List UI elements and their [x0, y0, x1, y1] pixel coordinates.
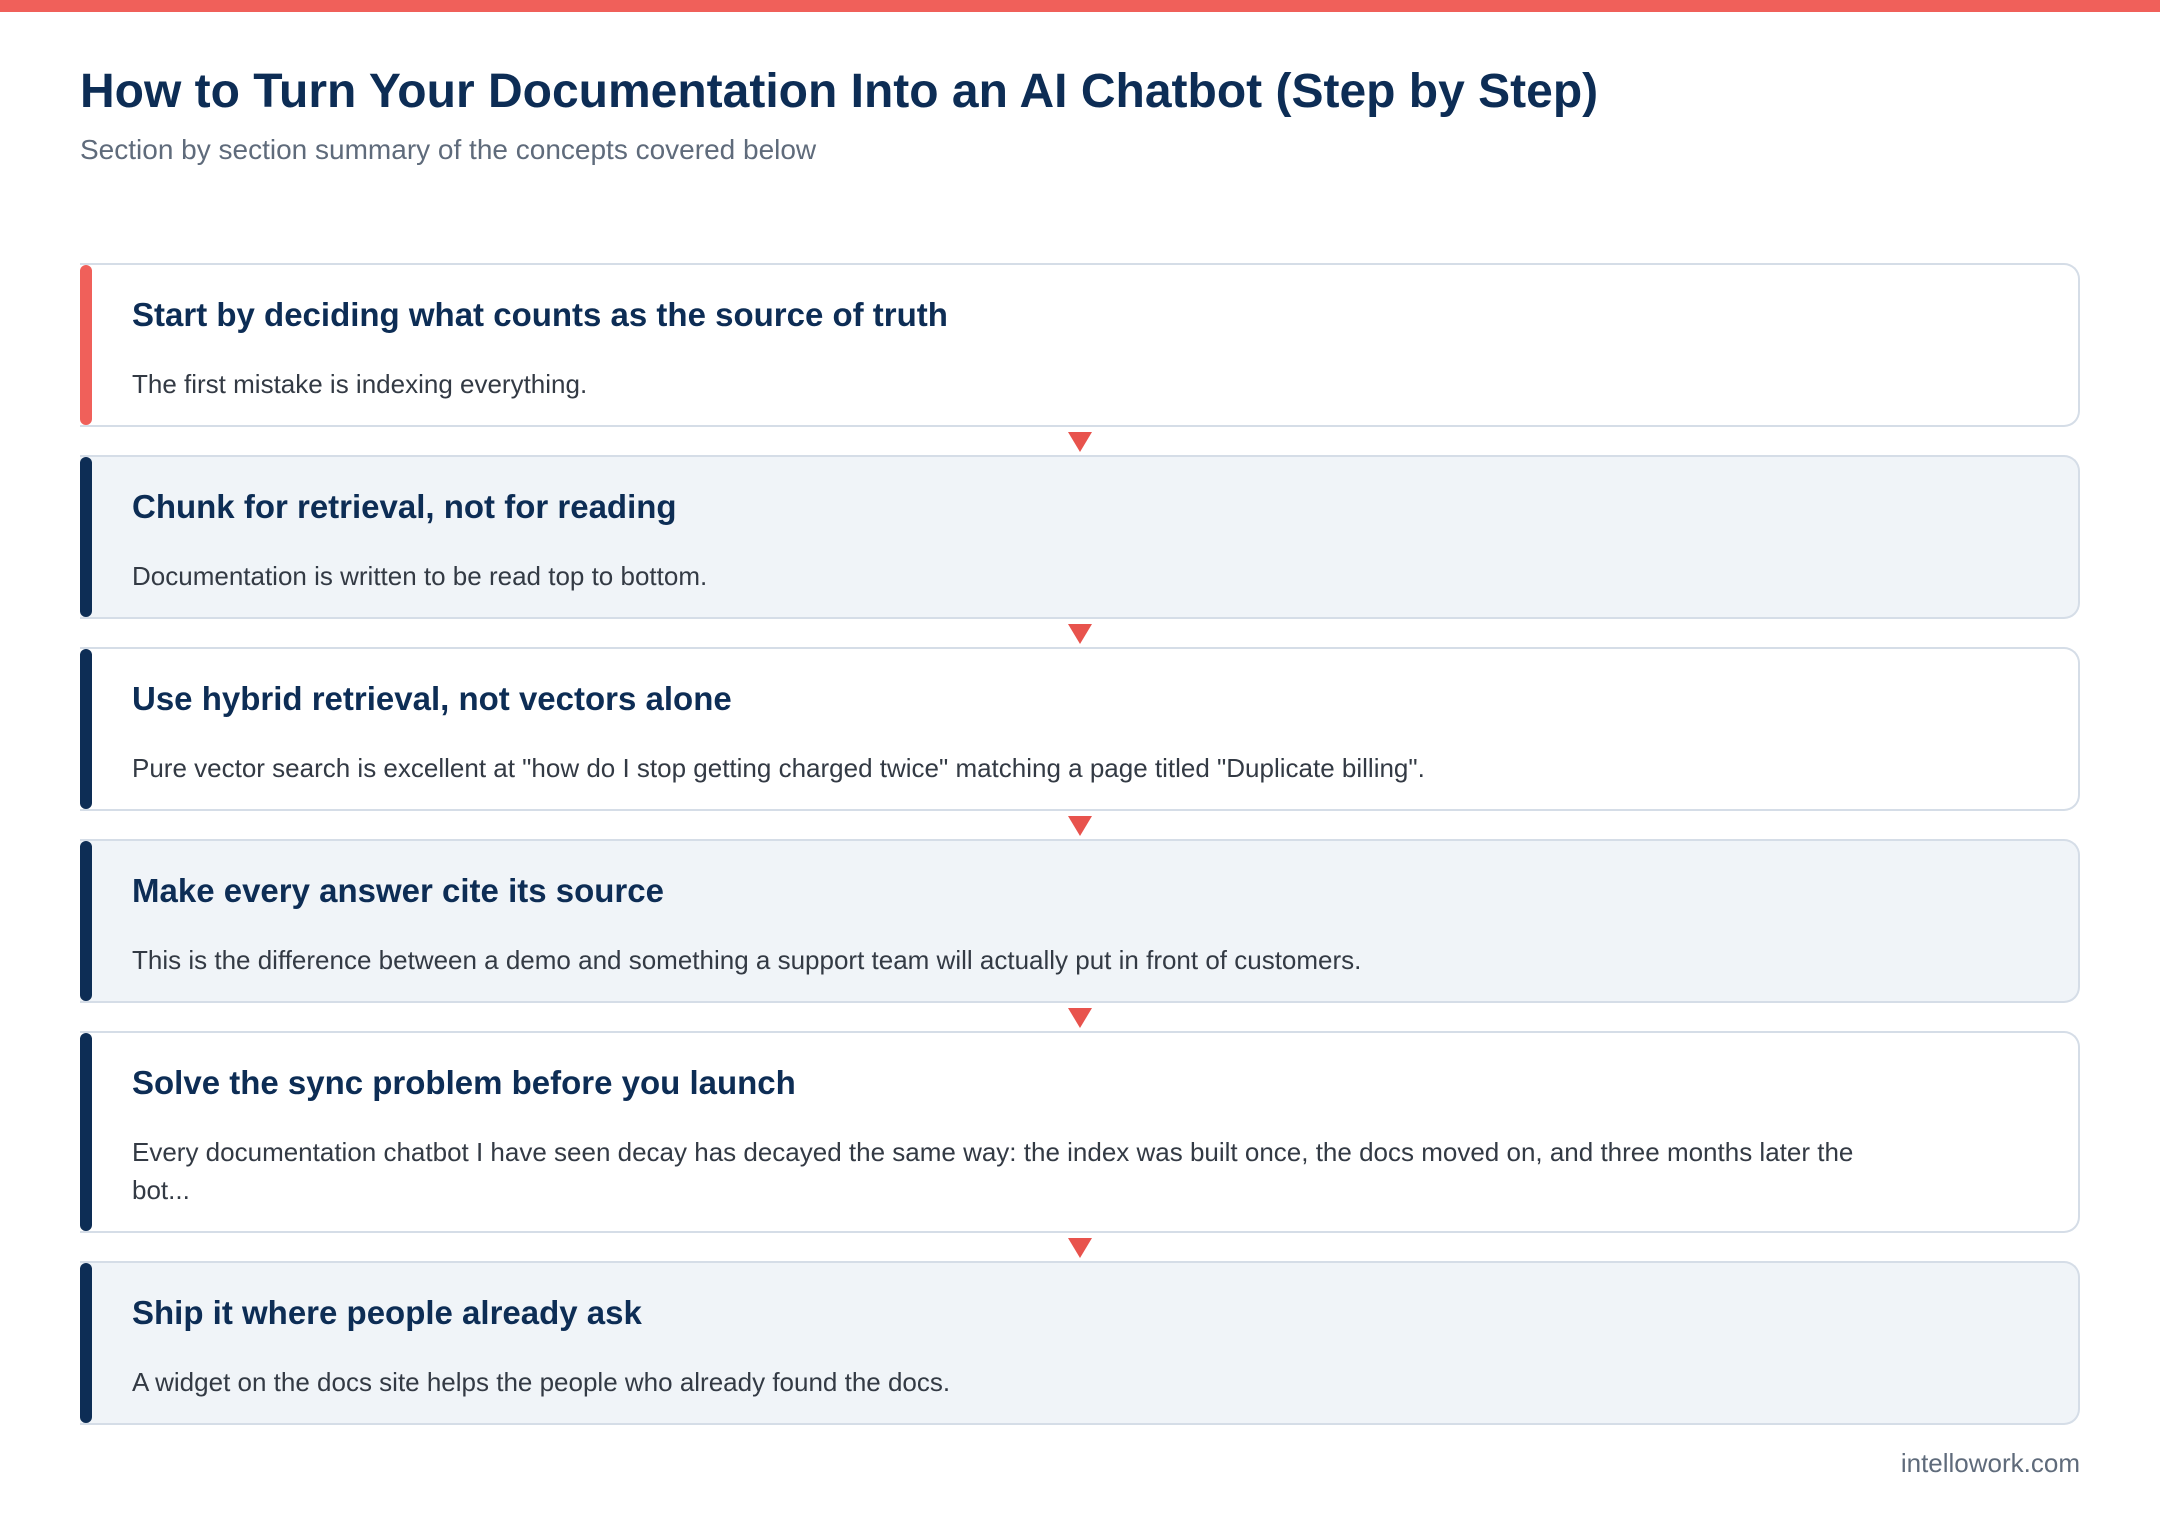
step-connector: [80, 1003, 2080, 1031]
step-description: This is the difference between a demo and something a support team will actually put in front of customers.: [132, 945, 1362, 975]
step-card-2: [80, 455, 2080, 619]
step-description: Every documentation chatbot I have seen decay has decayed the same way: the index was built once, the docs moved on, and three months later the bot...: [132, 1137, 1854, 1205]
step-title: Use hybrid retrieval, not vectors alone: [132, 680, 732, 717]
step-connector: [80, 427, 2080, 455]
step-connector: [80, 619, 2080, 647]
step-title: Ship it where people already ask: [132, 1294, 642, 1331]
footer-site-link[interactable]: intellowork.com: [1900, 1448, 2080, 1478]
step-title: Make every answer cite its source: [132, 872, 664, 909]
arrow-down-icon: [1068, 1008, 1092, 1028]
arrow-down-icon: [1068, 1238, 1092, 1258]
step-title: Solve the sync problem before you launch: [132, 1064, 796, 1101]
page-subtitle: Section by section summary of the concepts covered below: [80, 134, 817, 165]
step-card-5: [80, 1031, 2080, 1233]
step-card-6: [80, 1261, 2080, 1425]
step-description: A widget on the docs site helps the people who already found the docs.: [132, 1367, 951, 1397]
step-title: Start by deciding what counts as the source of truth: [132, 296, 948, 333]
step-connector: [80, 811, 2080, 839]
step-description: The first mistake is indexing everything.: [132, 369, 588, 399]
step-description: Documentation is written to be read top to bottom.: [132, 561, 708, 591]
arrow-down-icon: [1068, 624, 1092, 644]
page-title: How to Turn Your Documentation Into an AI Chatbot (Step by Step): [80, 65, 1599, 118]
step-card-4: [80, 839, 2080, 1003]
arrow-down-icon: [1068, 432, 1092, 452]
arrow-down-icon: [1068, 816, 1092, 836]
step-title: Chunk for retrieval, not for reading: [132, 488, 677, 525]
step-card-3: [80, 647, 2080, 811]
step-description: Pure vector search is excellent at "how do I stop getting charged twice" matching a page titled "Duplicate billing".: [132, 753, 1425, 783]
step-card-1: [80, 263, 2080, 427]
step-flow: [80, 263, 2080, 1425]
top-accent-bar: [0, 0, 2160, 12]
step-connector: [80, 1233, 2080, 1261]
